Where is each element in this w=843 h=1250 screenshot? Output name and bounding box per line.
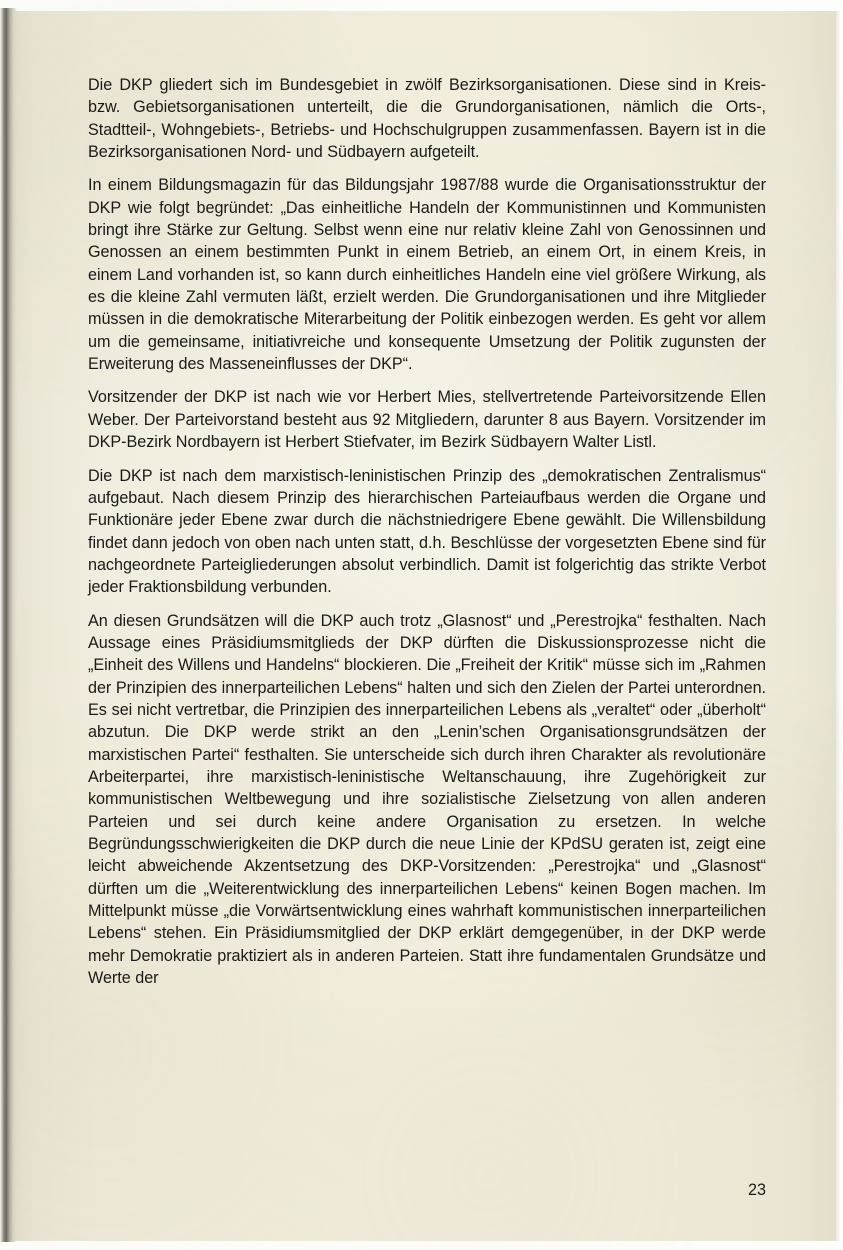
paragraph-4: Die DKP ist nach dem marxistisch-leninistischen Prinzip des „demokratischen Zentralismus“ aufgebaut. Nach diesem Prinzip des hierarchischen Parteiaufbaus werden die Organe und Funktionäre jeder Ebene zwar durch die nächstniedrigere Ebene gewählt. Die Willensbildung findet dann jedoch von oben nach unten statt, d.h. Beschlüsse der vorgesetzten Ebene sind für nachgeordnete Parteigliederungen absolut verbindlich. Damit ist folgerichtig das strikte Verbot jeder Fraktionsbildung verbunden. <box>88 466 767 597</box>
paragraph-1: Die DKP gliedert sich im Bundesgebiet in zwölf Bezirksorganisationen. Diese sind in Kreis- bzw. Gebietsorganisationen unterteilt, die die Grundorganisationen, nämlich die Orts-, Stadtteil-, Wohngebiets-, Betriebs- und Hochschulgruppen zusammenfassen. Bayern ist in die Bezirksorganisationen Nord- und Südbayern aufgeteilt. <box>88 76 766 162</box>
paragraph-2: In einem Bildungsmagazin für das Bildungsjahr 1987/88 wurde die Organisationsstruktur der DKP wie folgt begründet: „Das einheitliche Handeln der Kommunistinnen und Kommunisten bringt ihre Stärke zur Geltung. Selbst wenn eine nur relativ kleine Zahl von Genossinnen und Genossen an einem bestimmten Punkt in einem Betrieb, an einem Ort, in einem Kreis, in einem Land vorhanden ist, so kann durch einheitliches Handeln eine viel größere Wirkung, als es die kleine Zahl vermuten läßt, erzielt werden. Die Grundorganisationen und ihre Mitglieder müssen in die demokratische Miterarbeitung der Politik einbezogen werden. Es geht vor allem um die gemeinsame, initiativreiche und konsequente Umsetzung der Politik zugunsten der Erweiterung des Masseneinflusses der DKP“. <box>88 176 766 374</box>
scan-gutter-shadow <box>0 8 17 1242</box>
scan-bottom-edge <box>0 1241 843 1250</box>
paragraph-5: An diesen Grundsätzen will die DKP auch trotz „Glasnost“ und „Perestrojka“ festhalten. Nach Aussage eines Präsidiumsmitglieds der DKP dürften die Diskussionsprozesse nicht die „Einheit des Willens und Handelns“ blockieren. Die „Freiheit der Kritik“ müsse sich im „Rahmen der Prinzipien des innerparteilichen Lebens“ halten und sich den Zielen der Partei unterordnen. Es sei nicht vertretbar, die Prinzipien des innerparteilichen Lebens als „veraltet“ oder „überholt“ abzutun. Die DKP werde strikt an den „Lenin’schen Organisationsgrundsätzen der marxistischen Partei“ festhalten. Sie unterscheide sich durch ihren Charakter als revolutionäre Arbeiterpartei, ihre marxistisch-leninistische Weltanschauung, ihre Zugehörigkeit zur kommunistischen Weltbewegung und ihre sozialistische Zielsetzung von allen anderen Parteien und sei durch keine andere Organisation zu ersetzen. In welche Begründungsschwierigkeiten die DKP durch die neue Linie der KPdSU geraten ist, zeigt eine leicht abweichende Akzentsetzung des DKP-Vorsitzenden: „Perestrojka“ und „Glasnost“ dürften um die „Weiterentwicklung des innerparteilichen Lebens“ keinen Bogen machen. Im Mittelpunkt müsse „die Vorwärtsentwicklung eines wahrhaft kommunistischen innerparteilichen Lebens“ stehen. Ein Präsidiumsmitglied der DKP erklärt demgegenüber, in der DKP werde mehr Demokratie praktiziert als in anderen Parteien. Statt ihre fundamentalen Grundsätze und Werte der <box>88 611 766 988</box>
body-text-column <box>88 74 766 989</box>
page-number: 23 <box>747 1181 766 1199</box>
scan-top-edge <box>0 0 843 11</box>
scan-right-edge <box>836 0 843 1250</box>
paragraph-3: Vorsitzender der DKP ist nach wie vor Herbert Mies, stellvertretende Parteivorsitzende Ellen Weber. Der Parteivorstand besteht aus 92 Mitgliedern, darunter 8 aus Bayern. Vorsitzender im DKP-Bezirk Nordbayern ist Herbert Stiefvater, im Bezirk Südbayern Walter Listl. <box>88 388 766 452</box>
